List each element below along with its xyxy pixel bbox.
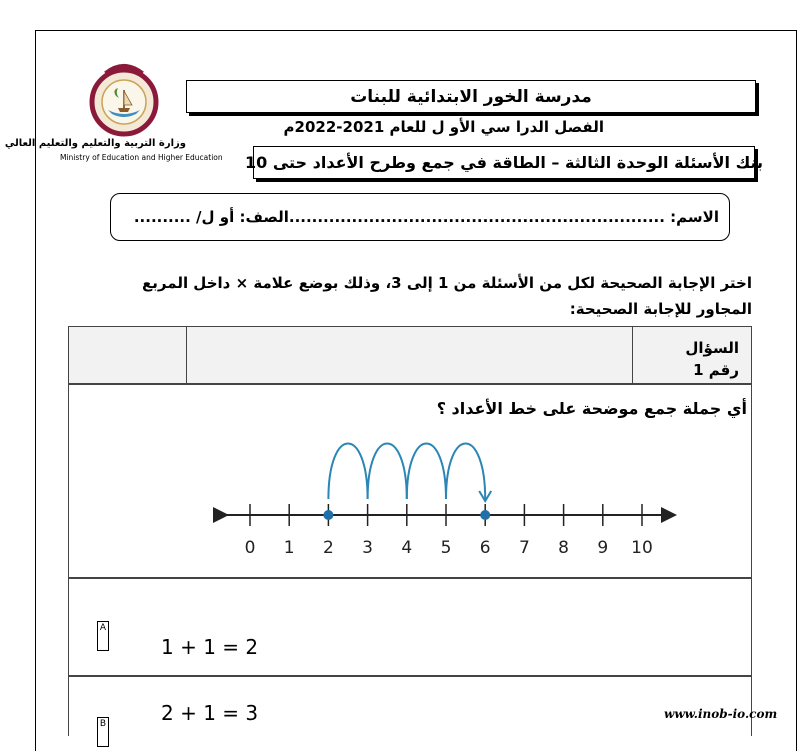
option-row-b	[68, 676, 752, 736]
ministry-name-english: Ministry of Education and Higher Education	[60, 153, 223, 162]
option-b-checkbox[interactable]: B	[97, 717, 109, 747]
instructions-line-2: المجاور للإجابة الصحيحة:	[569, 300, 752, 318]
marked-point	[323, 510, 333, 520]
semester-line: الفصل الدرا سي الأو ل للعام 2021-2022م	[283, 118, 604, 136]
option-a-equation: 1 + 1 = 2	[161, 635, 259, 659]
tick-label: 0	[244, 538, 256, 558]
instructions-line-1: اختر الإجابة الصحيحة لكل من الأسئلة من 1 إلى 3، وذلك بوضع علامة × داخل المربع	[142, 274, 752, 292]
question-text: أي جملة جمع موضحة على خط الأعداد ؟	[436, 399, 747, 418]
question-body	[68, 384, 752, 578]
tick-label: 3	[362, 538, 374, 558]
hop-arc	[407, 444, 446, 500]
tick-label: 2	[322, 538, 334, 558]
question-label: السؤال	[685, 339, 739, 357]
tick-label: 8	[558, 538, 570, 558]
tick-label: 6	[479, 538, 491, 558]
tick-label: 1	[283, 538, 295, 558]
column-divider	[186, 327, 187, 383]
ministry-logo	[88, 60, 160, 138]
column-divider	[632, 327, 633, 383]
tick-label: 10	[631, 538, 653, 558]
number-line	[69, 385, 751, 577]
student-info-box[interactable]	[110, 193, 730, 241]
tick-label: 9	[597, 538, 609, 558]
question-number-label	[685, 337, 739, 381]
tick-label: 5	[440, 538, 452, 558]
hop-arc	[368, 444, 407, 500]
option-b-equation: 2 + 1 = 3	[161, 701, 259, 725]
question-header-row	[68, 326, 752, 384]
name-class-line: الاسم: ..................................................................الصف: أو ل/ ..........	[133, 208, 719, 226]
watermark: www.inob-io.com	[664, 707, 778, 721]
hop-arc	[328, 444, 367, 500]
marked-point	[480, 510, 490, 520]
option-a-checkbox[interactable]: A	[97, 621, 109, 651]
ministry-name-arabic: وزارة التربية والتعليم والتعليم العالي	[4, 138, 186, 149]
tick-label: 4	[401, 538, 413, 558]
option-row-a	[68, 578, 752, 676]
school-name-box: مدرسة الخور الابتدائية للبنات	[186, 80, 756, 113]
question-number: رقم 1	[693, 361, 739, 379]
question-bank-title: بنك الأسئلة الوحدة الثالثة – الطاقة في جمع وطرح الأعداد حتى 10	[253, 146, 755, 179]
hop-arc	[446, 444, 485, 500]
tick-label: 7	[518, 538, 530, 558]
